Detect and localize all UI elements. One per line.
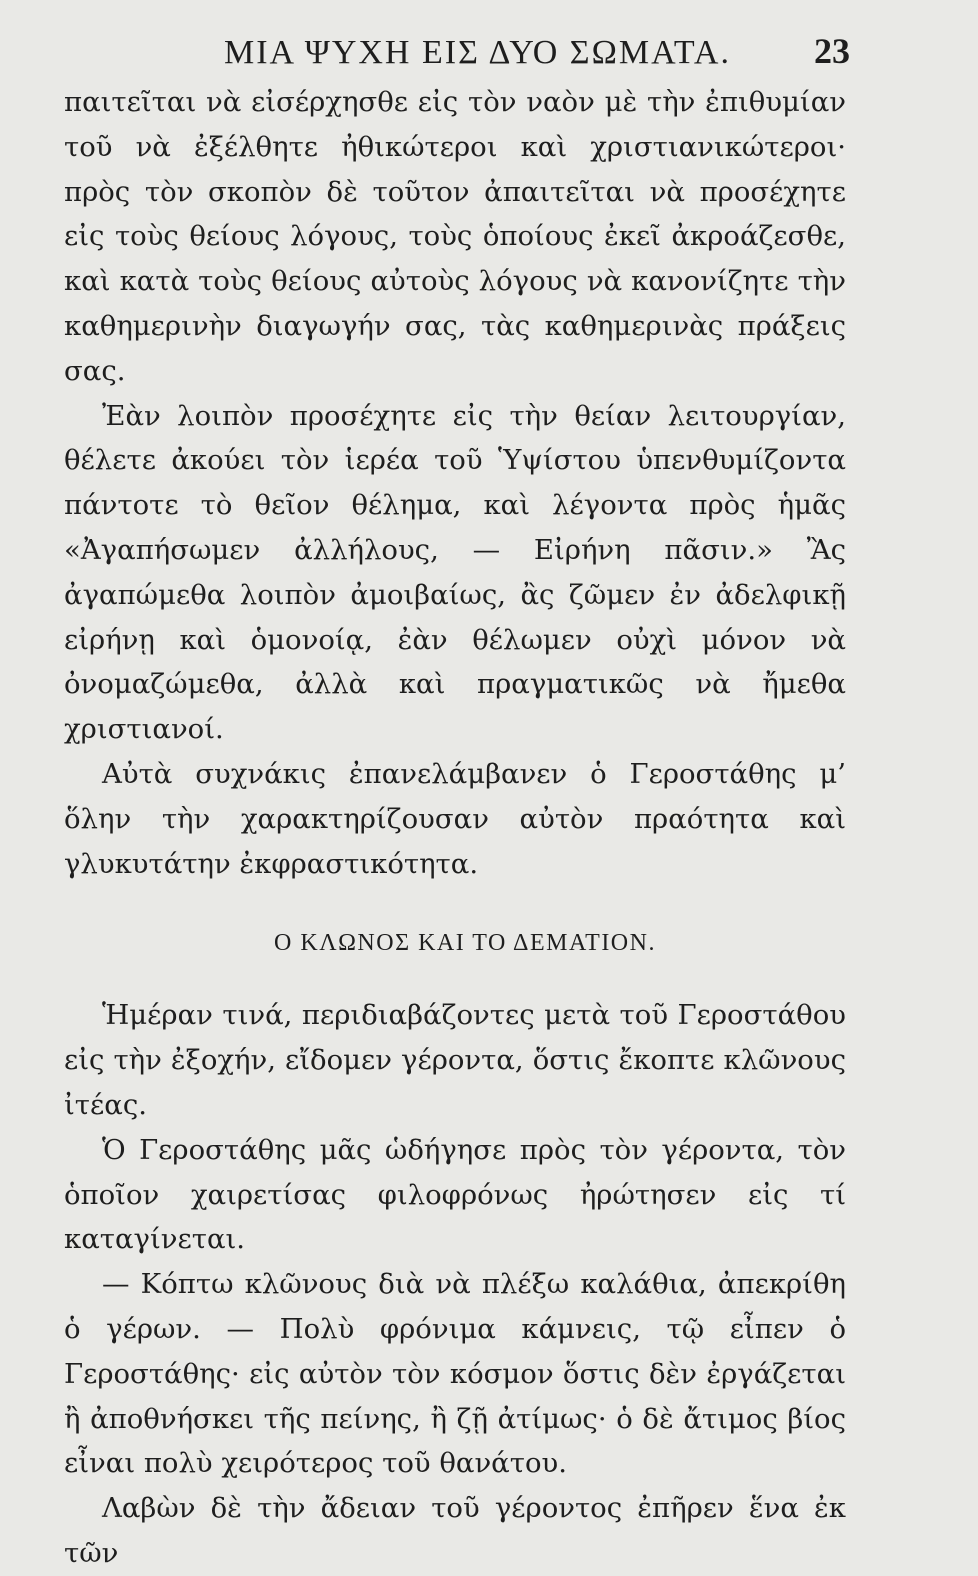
section-paragraph-3: — Κόπτω κλῶνους διὰ νὰ πλέξω καλάθια, ἀπεκρίθη ὁ γέρων. — Πολὺ φρόνιμα κάμνεις, τῷ εἶπεν ὁ Γεροστάθης· εἰς αὐτὸν τὸν κόσμον ὅστις δὲν ἐργάζεται ἢ ἀποθνήσκει τῆς πείνης, ἢ ζῇ ἀτίμως· ὁ δὲ ἄτιμος βίος εἶναι πολὺ χειρότερος τοῦ θανάτου. bbox=[64, 1268, 846, 1480]
paragraph-continued: παιτεῖται νὰ εἰσέρχησθε εἰς τὸν ναὸν μὲ τὴν ἐπιθυμίαν τοῦ νὰ ἐξέλθητε ἠθικώτεροι καὶ χριστιανικώτεροι· πρὸς τὸν σκοπὸν δὲ τοῦτον ἀπαιτεῖται νὰ προσέχητε εἰς τοὺς θείους λόγους, τοὺς ὁποίους ἐκεῖ ἀκροάζεσθε, καὶ κατὰ τοὺς θείους αὐτοὺς λόγους νὰ κανονίζητε τὴν καθημερινὴν διαγωγήν σας, τὰς καθημερινὰς πράξεις σας. bbox=[64, 86, 846, 387]
paragraph-liturgy: Ἐὰν λοιπὸν προσέχητε εἰς τὴν θείαν λειτουργίαν, θέλετε ἀκούει τὸν ἱερέα τοῦ Ὑψίστου ὑπενθυμίζοντα πάντοτε τὸ θεῖον θέλημα, καὶ λέγοντα πρὸς ἡμᾶς «Ἀγαπήσωμεν ἀλλήλους, — Εἰρήνη πᾶσιν.» Ἂς ἀγαπώμεθα λοιπὸν ἀμοιβαίως, ἂς ζῶμεν ἐν ἀδελφικῇ εἰρήνῃ καὶ ὁμονοίᾳ, ἐὰν θέλωμεν οὐχὶ μόνον νὰ ὀνομαζώμεθα, ἀλλὰ καὶ πραγματικῶς νὰ ἤμεθα χριστιανοί. bbox=[64, 399, 846, 746]
section-heading: Ο ΚΛΩΝΟΣ ΚΑΙ ΤΟ ΔΕΜΑΤΙΟΝ. bbox=[274, 930, 656, 957]
running-title: ΜΙΑ ΨΥΧΗ ΕΙΣ ΔΥΟ ΣΩΜΑΤΑ. bbox=[224, 34, 731, 71]
section-paragraph-2: Ὁ Γεροστάθης μᾶς ὡδήγησε πρὸς τὸν γέροντα, τὸν ὁποῖον χαιρετίσας φιλοφρόνως ἠρώτησεν εἰς τί καταγίνεται. bbox=[64, 1133, 846, 1256]
running-header bbox=[224, 30, 850, 80]
page-number: 23 bbox=[814, 31, 850, 71]
section-paragraph-4: Λαβὼν δὲ τὴν ἄδειαν τοῦ γέροντος ἐπῆρεν ἕνα ἐκ τῶν bbox=[64, 1492, 846, 1569]
paragraph-gerostathis: Αὐτὰ συχνάκις ἐπανελάμβανεν ὁ Γεροστάθης μ’ ὅλην τὴν χαρακτηρίζουσαν αὐτὸν πραότητα καὶ γλυκυτάτην ἐκφραστικότητα. bbox=[64, 757, 846, 880]
section-paragraph-1: Ἡμέραν τινά, περιδιαβάζοντες μετὰ τοῦ Γεροστάθου εἰς τὴν ἐξοχήν, εἴδομεν γέροντα, ὅστις ἔκοπτε κλῶνους ἰτέας. bbox=[64, 999, 846, 1121]
